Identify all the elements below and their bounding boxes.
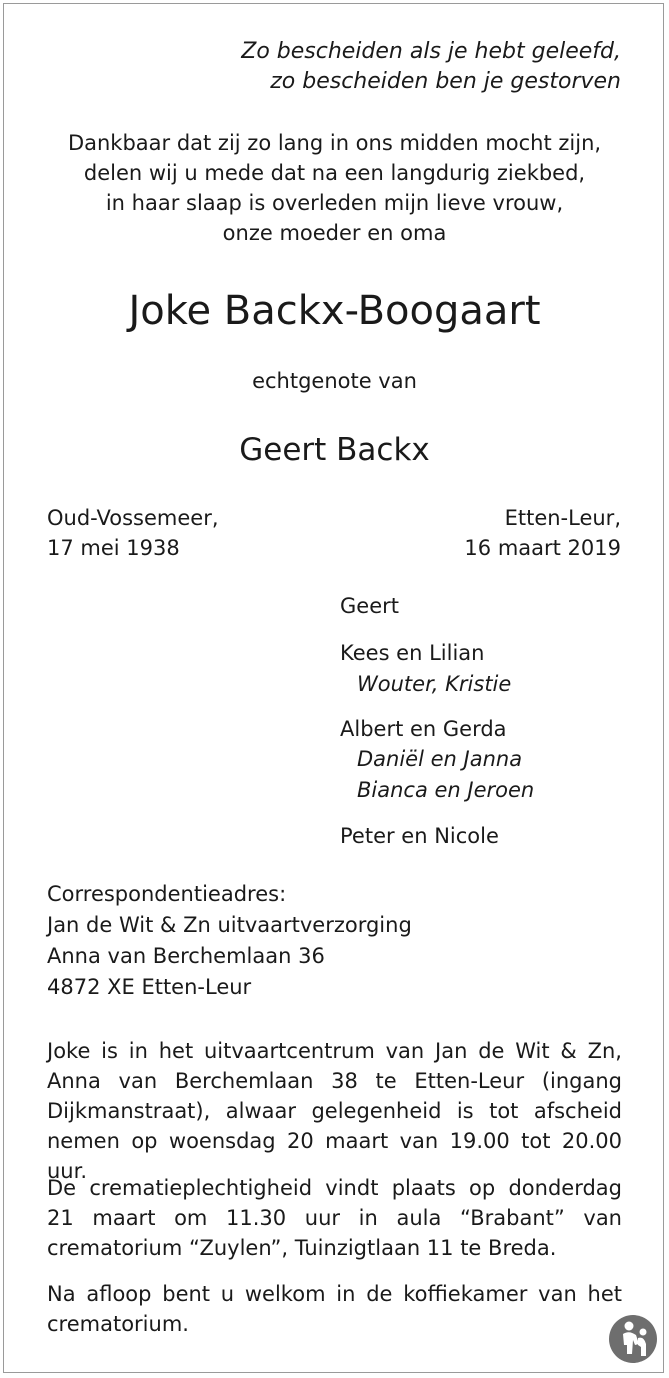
paragraph-line: crematorium. xyxy=(47,1312,189,1336)
paragraph-line: Joke is in het uitvaartcentrum van Jan de Wit & Zn, xyxy=(47,1039,622,1063)
motto xyxy=(241,37,621,97)
intro-line: Dankbaar dat zij zo lang in ons midden mocht zijn, xyxy=(67,131,602,155)
ceremony-paragraph xyxy=(47,1173,622,1263)
correspondence-company: Jan de Wit & Zn uitvaartverzorging xyxy=(47,913,412,937)
family-member: Peter en Nicole xyxy=(340,824,499,848)
intro-line: onze moeder en oma xyxy=(222,221,447,245)
closing-paragraph xyxy=(47,1279,622,1339)
family-member: Albert en Gerda xyxy=(340,717,507,741)
paragraph-line: crematorium “Zuylen”, Tuinzigtlaan 11 te Breda. xyxy=(47,1236,557,1260)
motto-line: Zo bescheiden als je hebt geleefd, xyxy=(241,39,621,64)
intro-line: in haar slaap is overleden mijn lieve vrouw, xyxy=(105,191,564,215)
paragraph-line: Anna van Berchemlaan 38 te Etten-Leur (ingang xyxy=(47,1069,622,1093)
deceased-name: Joke Backx-Boogaart xyxy=(128,288,541,334)
paragraph-line: De crematieplechtigheid vindt plaats op donderdag xyxy=(47,1176,622,1200)
correspondence-address xyxy=(47,879,412,1003)
family-member: Kees en Lilian xyxy=(340,641,485,665)
intro-line: delen wij u mede dat na een langdurig ziekbed, xyxy=(83,161,586,185)
family-member: Geert xyxy=(340,594,399,618)
birth-date: 17 mei 1938 xyxy=(47,536,180,560)
correspondence-street: Anna van Berchemlaan 36 xyxy=(47,944,325,968)
grandchildren: Wouter, Kristie xyxy=(357,672,512,696)
motto-line: zo bescheiden ben je gestorven xyxy=(270,69,621,94)
viewing-paragraph xyxy=(47,1036,622,1186)
intro-text xyxy=(0,128,669,248)
spouse-name: Geert Backx xyxy=(239,432,430,468)
birth-place: Oud-Vossemeer, xyxy=(47,506,219,530)
grandchildren: Bianca en Jeroen xyxy=(357,778,535,802)
correspondence-city: 4872 XE Etten-Leur xyxy=(47,975,252,999)
publisher-logo-icon xyxy=(608,1314,658,1364)
paragraph-line: nemen op woensdag 20 maart van 19.00 tot 20.00 uur. xyxy=(47,1129,622,1183)
death-date: 16 maart 2019 xyxy=(464,536,621,560)
birth-info xyxy=(47,503,219,563)
paragraph-line: 21 maart om 11.30 uur in aula “Brabant” van xyxy=(47,1206,622,1230)
spouse-label: echtgenote van xyxy=(252,369,417,393)
death-place: Etten-Leur, xyxy=(504,506,621,530)
paragraph-line: Na afloop bent u welkom in de koffiekamer van het xyxy=(47,1282,622,1306)
death-info xyxy=(464,503,621,563)
grandchildren: Daniël en Janna xyxy=(357,747,523,771)
correspondence-label: Correspondentieadres: xyxy=(47,882,287,906)
paragraph-line: Dijkmanstraat), alwaar gelegenheid is tot afscheid xyxy=(47,1099,622,1123)
